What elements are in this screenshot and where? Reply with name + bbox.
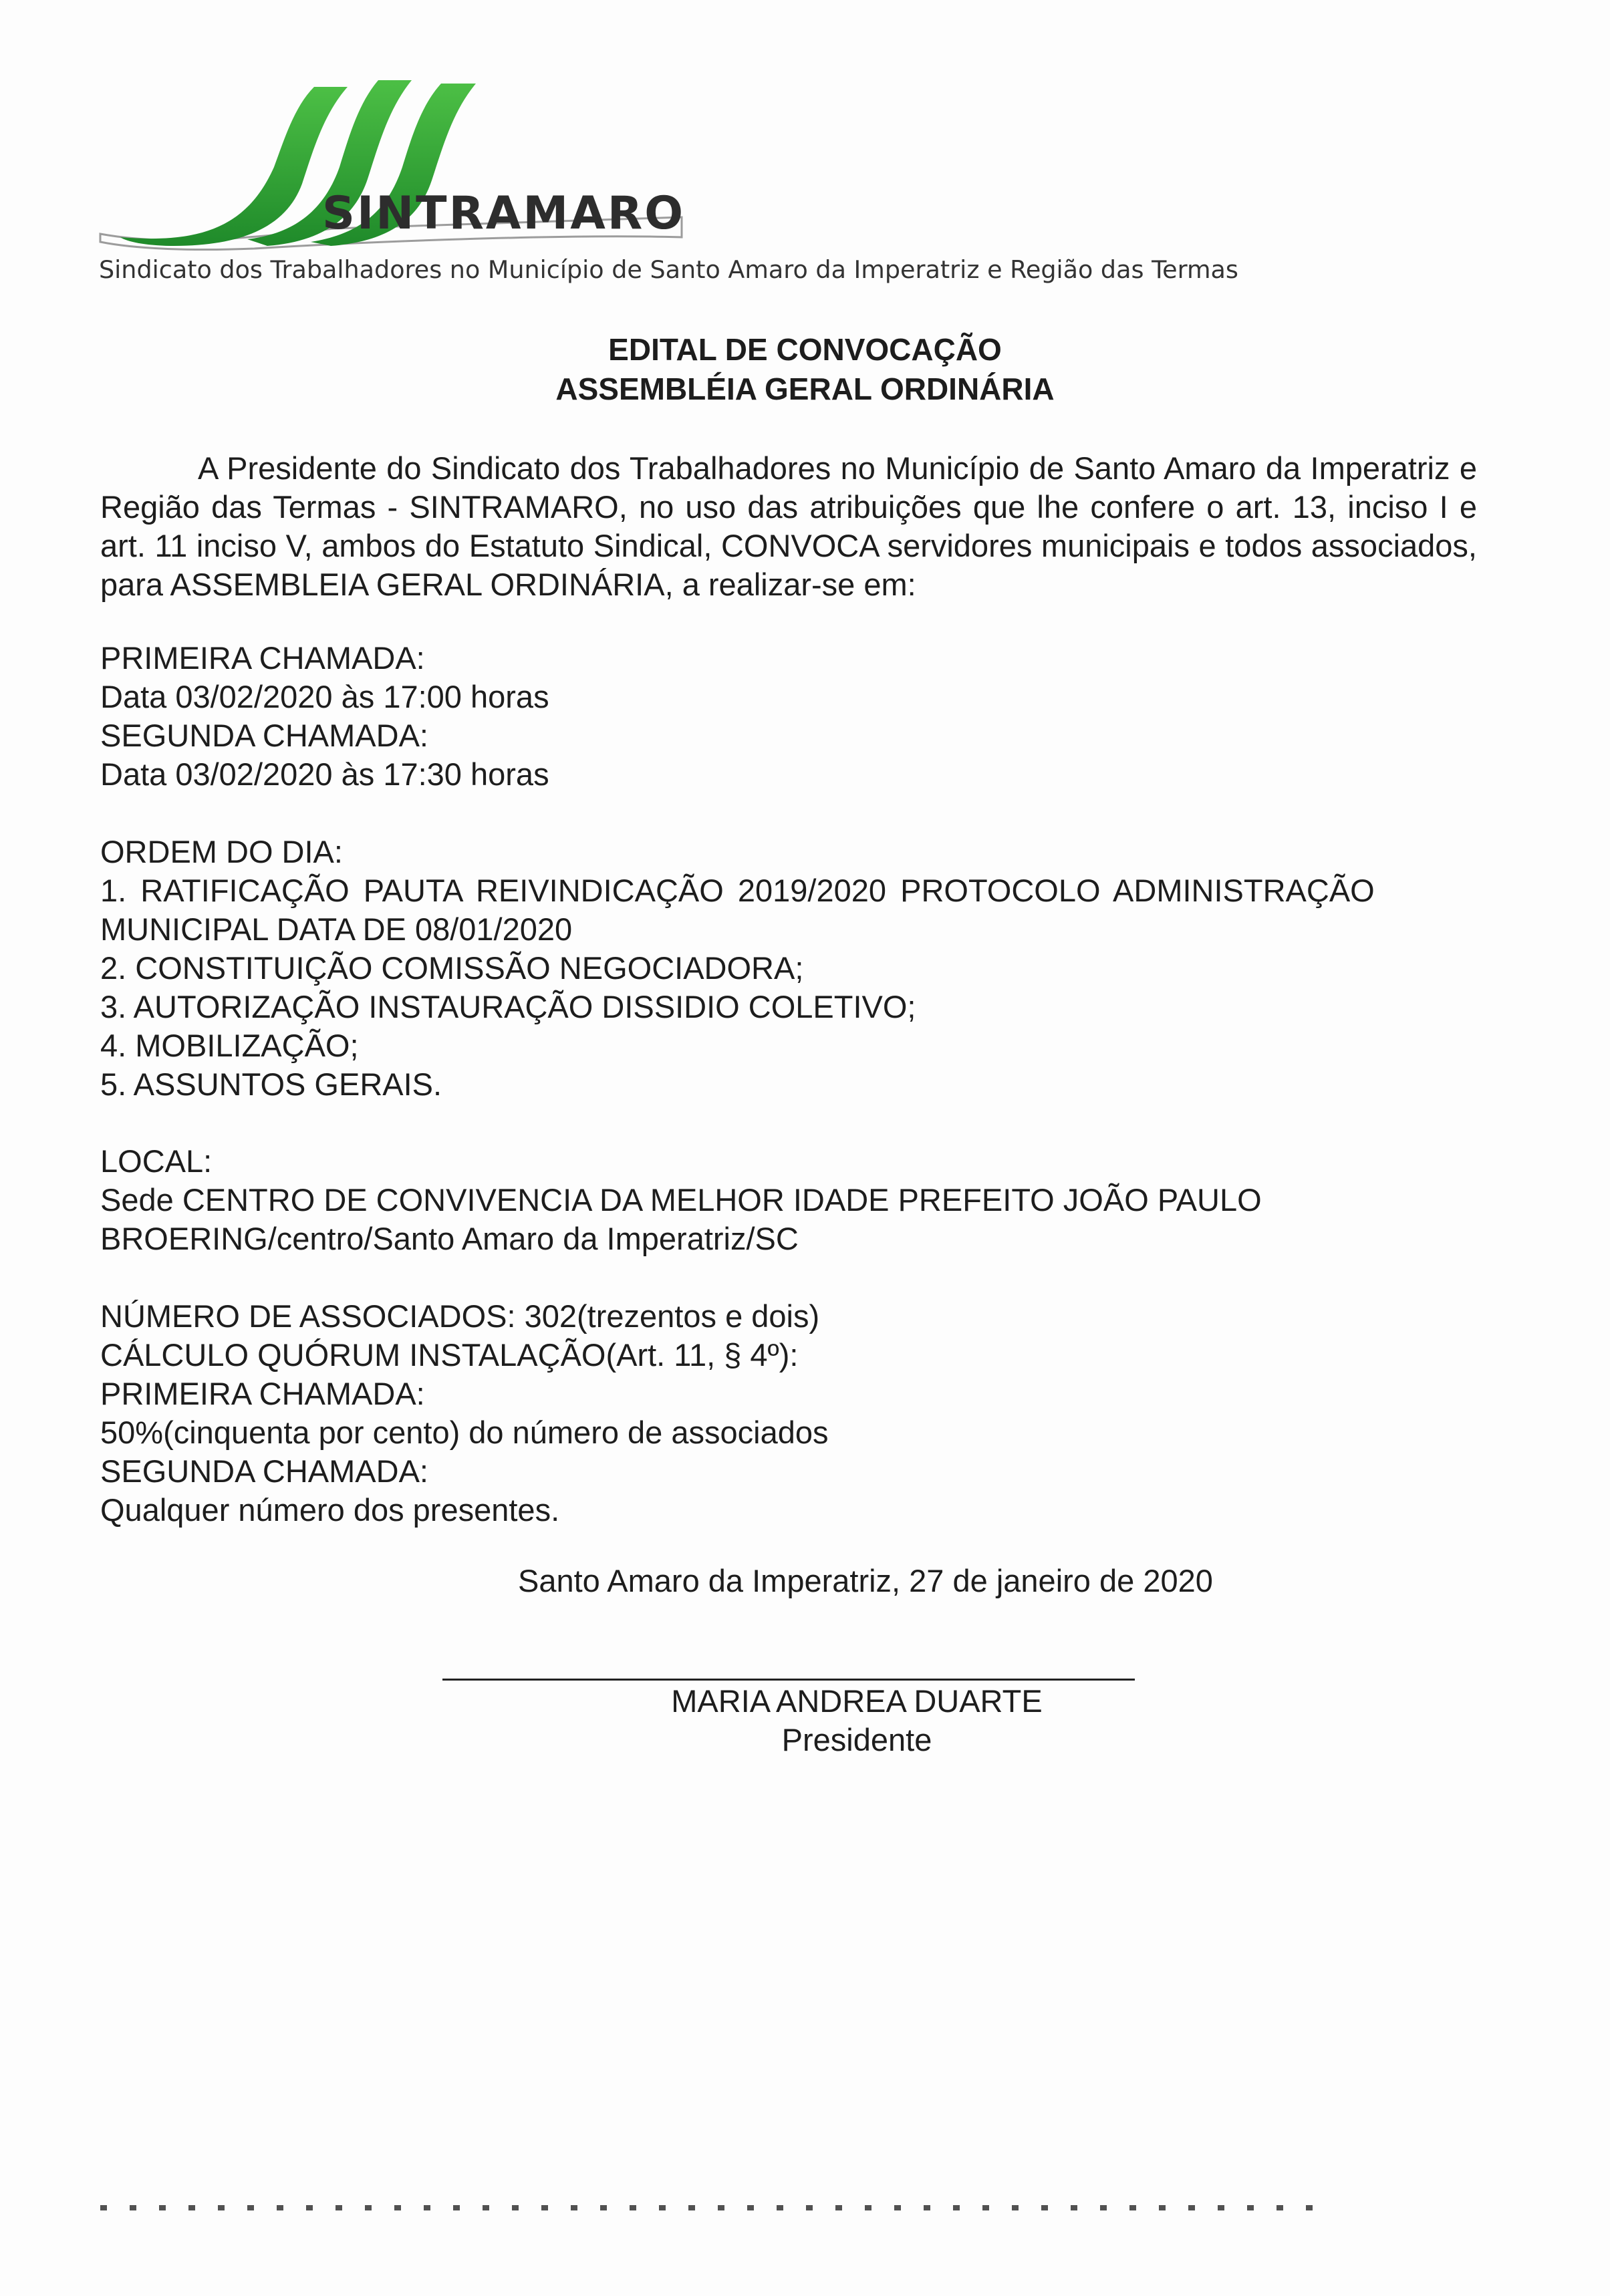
document-title: EDITAL DE CONVOCAÇÃO	[608, 332, 1002, 367]
quorum-second-call-label: SEGUNDA CHAMADA:	[100, 1453, 428, 1489]
document-subtitle: ASSEMBLÉIA GERAL ORDINÁRIA	[555, 372, 1055, 406]
agenda-item: 2. CONSTITUIÇÃO COMISSÃO NEGOCIADORA;	[100, 950, 804, 986]
second-call-value: Data 03/02/2020 às 17:30 horas	[100, 756, 549, 792]
quorum-first-call-value: 50%(cinquenta por cento) do número de associados	[100, 1415, 829, 1450]
quorum-first-call-label: PRIMEIRA CHAMADA:	[100, 1376, 425, 1411]
location-line: Sede CENTRO DE CONVIVENCIA DA MELHOR IDADE PREFEITO JOÃO PAULO	[100, 1182, 1262, 1217]
agenda-item: 5. ASSUNTOS GERAIS.	[100, 1066, 442, 1102]
agenda-item: 4. MOBILIZAÇÃO;	[100, 1028, 359, 1063]
footer-address-cutoff	[100, 2205, 1323, 2210]
brand-name: SINTRAMARO	[322, 187, 686, 240]
first-call-label: PRIMEIRA CHAMADA:	[100, 640, 425, 676]
organization-subtitle: Sindicato dos Trabalhadores no Município de Santo Amaro da Imperatriz e Região das Termas	[99, 255, 1238, 284]
first-call-value: Data 03/02/2020 às 17:00 horas	[100, 679, 549, 714]
agenda-item: MUNICIPAL DATA DE 08/01/2020	[100, 911, 573, 947]
intro-paragraph: A Presidente do Sindicato dos Trabalhadores no Município de Santo Amaro da Imperatriz e Região das Termas - SINTRAMARO, no uso das atribuições que lhe confere o art. 13, inciso I e art. 11 inciso V, ambos do Estatuto Sindical, CONVOCA servidores municipais e todos associados, para ASSEMBLEIA GERAL ORDINÁRIA, a realizar-se em:	[100, 450, 1477, 602]
quorum-second-call-value: Qualquer número dos presentes.	[100, 1492, 560, 1528]
agenda-item: 1. RATIFICAÇÃO PAUTA REIVINDICAÇÃO 2019/2020 PROTOCOLO ADMINISTRAÇÃO	[100, 873, 1375, 908]
member-count: NÚMERO DE ASSOCIADOS: 302(trezentos e dois)	[100, 1298, 820, 1334]
location-label: LOCAL:	[100, 1143, 213, 1179]
signatory-role: Presidente	[781, 1722, 932, 1757]
quorum-calculation: CÁLCULO QUÓRUM INSTALAÇÃO(Art. 11, § 4º):	[100, 1337, 799, 1373]
signature-line	[442, 1679, 1135, 1681]
agenda-label: ORDEM DO DIA:	[100, 834, 343, 869]
date-line: Santo Amaro da Imperatriz, 27 de janeiro de 2020	[518, 1563, 1213, 1598]
location-line: BROERING/centro/Santo Amaro da Imperatriz/SC	[100, 1221, 799, 1256]
second-call-label: SEGUNDA CHAMADA:	[100, 718, 428, 753]
agenda-item: 3. AUTORIZAÇÃO INSTAURAÇÃO DISSIDIO COLETIVO;	[100, 989, 916, 1024]
signatory-name: MARIA ANDREA DUARTE	[671, 1683, 1043, 1719]
